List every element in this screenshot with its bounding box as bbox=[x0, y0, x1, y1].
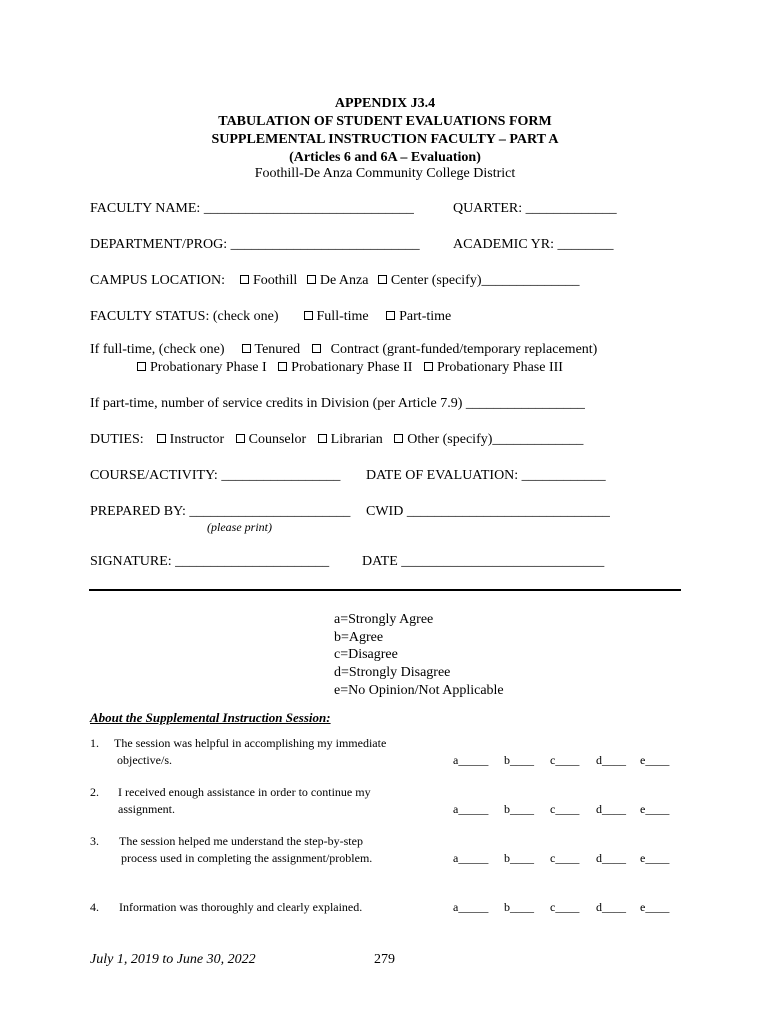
answer-e[interactable]: e____ bbox=[640, 900, 670, 914]
question-text-cont: objective/s. bbox=[117, 753, 172, 767]
faculty-status-row bbox=[90, 309, 451, 325]
district-name: Foothill-De Anza Community College District bbox=[254, 166, 516, 181]
department-field[interactable]: DEPARTMENT/PROG: ___________________________ bbox=[90, 237, 420, 252]
footer-dates: July 1, 2019 to June 30, 2022 bbox=[90, 952, 256, 967]
duty-counselor-label: Counselor bbox=[248, 432, 307, 447]
tenured-label: Tenured bbox=[254, 342, 301, 357]
answer-e[interactable]: e____ bbox=[640, 851, 670, 865]
contract-label: Contract (grant-funded/temporary replacement) bbox=[330, 342, 598, 357]
status-parttime-label: Part-time bbox=[399, 309, 452, 324]
probationary-row bbox=[137, 360, 563, 376]
answer-c[interactable]: c____ bbox=[550, 900, 580, 914]
campus-foothill-label: Foothill bbox=[252, 273, 298, 288]
prob-phase2-checkbox[interactable] bbox=[278, 362, 287, 371]
duties-row bbox=[90, 432, 583, 448]
campus-foothill-checkbox[interactable] bbox=[240, 275, 249, 284]
duty-librarian-label: Librarian bbox=[330, 432, 383, 447]
question-text-cont: process used in completing the assignment/problem. bbox=[121, 851, 373, 865]
question-text: Information was thoroughly and clearly explained. bbox=[119, 900, 363, 914]
question-number: 3. bbox=[90, 834, 99, 848]
answer-b[interactable]: b____ bbox=[504, 753, 534, 767]
answer-d[interactable]: d____ bbox=[596, 851, 626, 865]
answer-c[interactable]: c____ bbox=[550, 851, 580, 865]
answer-a[interactable]: a_____ bbox=[453, 900, 489, 914]
campus-location-label: CAMPUS LOCATION: bbox=[90, 273, 225, 288]
form-title: TABULATION OF STUDENT EVALUATIONS FORM bbox=[218, 114, 552, 129]
parttime-credits-field[interactable]: If part-time, number of service credits in Division (per Article 7.9) _________________ bbox=[90, 396, 585, 411]
duty-instructor-label: Instructor bbox=[169, 432, 225, 447]
scale-item-a: a=Strongly Agree bbox=[334, 612, 434, 627]
faculty-status-label: FACULTY STATUS: (check one) bbox=[90, 309, 279, 324]
campus-deanza-checkbox[interactable] bbox=[307, 275, 316, 284]
answer-b[interactable]: b____ bbox=[504, 851, 534, 865]
signature-field[interactable]: SIGNATURE: ______________________ bbox=[90, 554, 330, 569]
duty-other-label[interactable]: Other (specify)_____________ bbox=[407, 432, 584, 447]
duty-librarian-checkbox[interactable] bbox=[318, 434, 327, 443]
articles-line: (Articles 6 and 6A – Evaluation) bbox=[289, 150, 481, 165]
answer-d[interactable]: d____ bbox=[596, 900, 626, 914]
question-number: 1. bbox=[90, 736, 99, 750]
status-fulltime-checkbox[interactable] bbox=[304, 311, 313, 320]
prob-phase2-label: Probationary Phase II bbox=[291, 360, 413, 375]
answer-a[interactable]: a_____ bbox=[453, 753, 489, 767]
answer-a[interactable]: a_____ bbox=[453, 802, 489, 816]
answer-d[interactable]: d____ bbox=[596, 802, 626, 816]
scale-item-e: e=No Opinion/Not Applicable bbox=[334, 683, 504, 698]
prepared-by-field[interactable]: PREPARED BY: _______________________ bbox=[90, 504, 351, 519]
faculty-name-field[interactable]: FACULTY NAME: ______________________________ bbox=[90, 201, 414, 216]
quarter-field[interactable]: QUARTER: _____________ bbox=[453, 201, 617, 216]
course-activity-field[interactable]: COURSE/ACTIVITY: _________________ bbox=[90, 468, 341, 483]
question-text: I received enough assistance in order to continue my bbox=[118, 785, 371, 799]
answer-b[interactable]: b____ bbox=[504, 802, 534, 816]
prob-phase3-label: Probationary Phase III bbox=[436, 360, 563, 375]
fulltime-label: If full-time, (check one) bbox=[90, 342, 225, 357]
date-field[interactable]: DATE _____________________________ bbox=[362, 554, 605, 569]
scale-item-b: b=Agree bbox=[334, 630, 384, 645]
campus-center-checkbox[interactable] bbox=[378, 275, 387, 284]
prob-phase1-checkbox[interactable] bbox=[137, 362, 146, 371]
cwid-field[interactable]: CWID _____________________________ bbox=[366, 504, 610, 519]
section-heading: About the Supplemental Instruction Session: bbox=[90, 710, 331, 725]
answer-c[interactable]: c____ bbox=[550, 753, 580, 767]
form-subtitle: SUPPLEMENTAL INSTRUCTION FACULTY – PART A bbox=[211, 132, 559, 147]
scale-item-c: c=Disagree bbox=[334, 647, 398, 662]
campus-location-row bbox=[90, 273, 580, 289]
duty-instructor-checkbox[interactable] bbox=[157, 434, 166, 443]
status-fulltime-label: Full-time bbox=[316, 309, 369, 324]
answer-e[interactable]: e____ bbox=[640, 802, 670, 816]
answer-c[interactable]: c____ bbox=[550, 802, 580, 816]
date-of-evaluation-field[interactable]: DATE OF EVALUATION: ____________ bbox=[366, 468, 606, 483]
section-divider bbox=[89, 589, 681, 591]
question-text: The session was helpful in accomplishing my immediate bbox=[114, 736, 387, 750]
question-number: 4. bbox=[90, 900, 99, 914]
prob-phase1-label: Probationary Phase I bbox=[150, 360, 267, 375]
tenured-checkbox[interactable] bbox=[242, 344, 251, 353]
answer-e[interactable]: e____ bbox=[640, 753, 670, 767]
academic-year-field[interactable]: ACADEMIC YR: ________ bbox=[453, 237, 614, 252]
status-parttime-checkbox[interactable] bbox=[386, 311, 395, 320]
duty-other-checkbox[interactable] bbox=[394, 434, 403, 443]
appendix-title: APPENDIX J3.4 bbox=[334, 96, 436, 111]
campus-deanza-label: De Anza bbox=[319, 273, 369, 288]
please-print-note: (please print) bbox=[207, 520, 272, 534]
scale-item-d: d=Strongly Disagree bbox=[334, 665, 451, 680]
page-number: 279 bbox=[374, 952, 395, 967]
duty-counselor-checkbox[interactable] bbox=[236, 434, 245, 443]
question-text: The session helped me understand the step-by-step bbox=[119, 834, 363, 848]
question-number: 2. bbox=[90, 785, 99, 799]
campus-center-label[interactable]: Center (specify)______________ bbox=[390, 273, 580, 288]
prob-phase3-checkbox[interactable] bbox=[424, 362, 433, 371]
duties-label: DUTIES: bbox=[90, 432, 144, 447]
answer-b[interactable]: b____ bbox=[504, 900, 534, 914]
question-text-cont: assignment. bbox=[118, 802, 175, 816]
fulltime-row bbox=[90, 342, 597, 358]
answer-a[interactable]: a_____ bbox=[453, 851, 489, 865]
contract-checkbox[interactable] bbox=[312, 344, 321, 353]
answer-d[interactable]: d____ bbox=[596, 753, 626, 767]
